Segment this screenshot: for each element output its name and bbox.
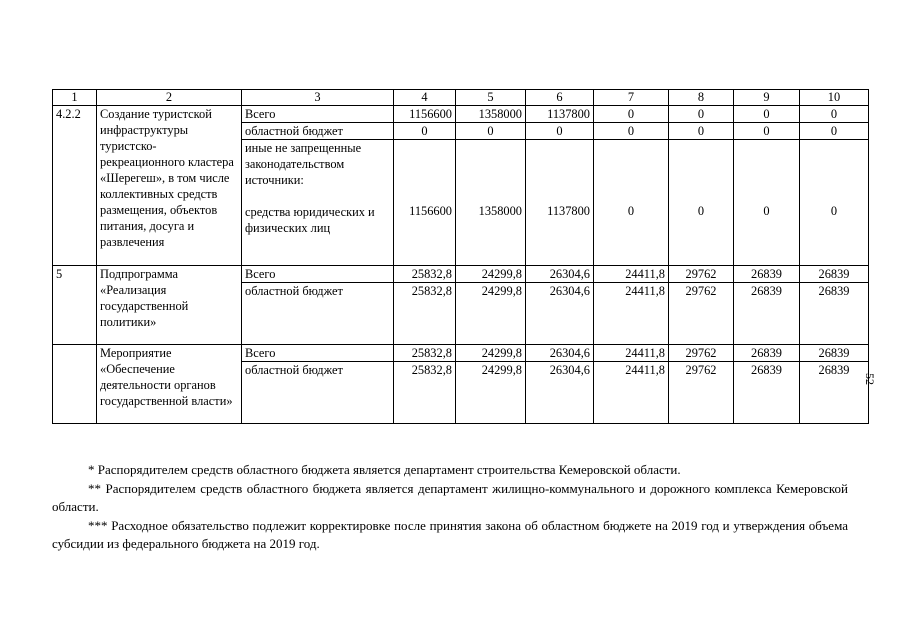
value-cell: 1137800 bbox=[526, 106, 594, 123]
table-header-row bbox=[53, 90, 869, 106]
header-cell: 5 bbox=[456, 90, 526, 106]
value-cell: 1358000 bbox=[456, 106, 526, 123]
header-cell: 9 bbox=[734, 90, 800, 106]
row-name: Создание туристской инфраструктуры туристско-рекреационного кластера «Шерегеш», в том числе коллективных средств размещения, объектов питания, досуга и развлечения bbox=[97, 106, 242, 266]
value-cell: 0 bbox=[669, 123, 734, 140]
budget-table bbox=[52, 89, 869, 424]
value-cell: 26839 bbox=[734, 283, 800, 345]
header-cell: 2 bbox=[97, 90, 242, 106]
value-cell: 1156600 bbox=[394, 140, 456, 266]
value-cell: 0 bbox=[394, 123, 456, 140]
value-cell: 0 bbox=[669, 106, 734, 123]
footnote: * Распорядителем средств областного бюджета является департамент строительства Кемеровской области. bbox=[88, 462, 681, 477]
value-cell: 26839 bbox=[734, 345, 800, 362]
value-cell: 29762 bbox=[669, 283, 734, 345]
value-cell: 24299,8 bbox=[456, 362, 526, 424]
value-cell: 0 bbox=[526, 123, 594, 140]
row-name: Подпрограмма «Реализация государственной политики» bbox=[97, 266, 242, 345]
row-code bbox=[53, 345, 97, 424]
value-cell: 26839 bbox=[734, 362, 800, 424]
header-cell: 7 bbox=[594, 90, 669, 106]
value-cell: 0 bbox=[594, 140, 669, 266]
value-cell: 26839 bbox=[800, 345, 869, 362]
value-cell: 0 bbox=[669, 140, 734, 266]
header-cell: 10 bbox=[800, 90, 869, 106]
value-cell: 26304,6 bbox=[526, 345, 594, 362]
footnote: *** Расходное обязательство подлежит корректировке после принятия закона об областном бюджете на 2019 год и утверждения объема субсидии из федерального бюджета на 2019 год. bbox=[52, 517, 848, 551]
value-cell: 26304,6 bbox=[526, 362, 594, 424]
value-cell: 24299,8 bbox=[456, 345, 526, 362]
funding-label: Всего bbox=[242, 345, 394, 362]
value-cell: 0 bbox=[800, 123, 869, 140]
header-cell: 3 bbox=[242, 90, 394, 106]
funding-label: Всего bbox=[242, 106, 394, 123]
value-cell: 24299,8 bbox=[456, 283, 526, 345]
header-cell: 4 bbox=[394, 90, 456, 106]
row-code: 4.2.2 bbox=[53, 106, 97, 266]
funding-label: Всего bbox=[242, 266, 394, 283]
funding-label: областной бюджет bbox=[242, 123, 394, 140]
value-cell: 0 bbox=[800, 140, 869, 266]
value-cell: 26839 bbox=[800, 362, 869, 424]
table-row bbox=[53, 345, 869, 362]
row-code: 5 bbox=[53, 266, 97, 345]
header-cell: 1 bbox=[53, 90, 97, 106]
footnote: ** Распорядителем средств областного бюджета является департамент жилищно-коммунального и дорожного комплекса Кемеровской области. bbox=[52, 480, 848, 514]
header-cell: 6 bbox=[526, 90, 594, 106]
value-cell: 26839 bbox=[734, 266, 800, 283]
value-cell: 24299,8 bbox=[456, 266, 526, 283]
header-cell: 8 bbox=[669, 90, 734, 106]
value-cell: 25832,8 bbox=[394, 266, 456, 283]
value-cell: 29762 bbox=[669, 362, 734, 424]
funding-label-main: иные не запрещенные законодательством источники: bbox=[245, 141, 362, 187]
value-cell: 0 bbox=[800, 106, 869, 123]
value-cell: 29762 bbox=[669, 345, 734, 362]
row-name: Мероприятие «Обеспечение деятельности органов государственной власти» bbox=[97, 345, 242, 424]
funding-label: областной бюджет bbox=[242, 362, 394, 424]
footnotes bbox=[52, 461, 848, 554]
value-cell: 0 bbox=[594, 106, 669, 123]
funding-label bbox=[242, 140, 394, 266]
value-cell: 26839 bbox=[800, 266, 869, 283]
value-cell: 26304,6 bbox=[526, 283, 594, 345]
funding-label-sub: средства юридических и физических лиц bbox=[245, 205, 375, 235]
value-cell: 29762 bbox=[669, 266, 734, 283]
value-cell: 0 bbox=[734, 123, 800, 140]
value-cell: 24411,8 bbox=[594, 283, 669, 345]
table-row bbox=[53, 266, 869, 283]
value-cell: 1156600 bbox=[394, 106, 456, 123]
value-cell: 0 bbox=[456, 123, 526, 140]
value-cell: 25832,8 bbox=[394, 283, 456, 345]
value-cell: 0 bbox=[594, 123, 669, 140]
value-cell: 24411,8 bbox=[594, 266, 669, 283]
funding-label: областной бюджет bbox=[242, 283, 394, 345]
value-cell: 26304,6 bbox=[526, 266, 594, 283]
value-cell: 0 bbox=[734, 106, 800, 123]
page-number: 52 bbox=[863, 373, 877, 385]
value-cell: 1358000 bbox=[456, 140, 526, 266]
value-cell: 25832,8 bbox=[394, 345, 456, 362]
value-cell: 0 bbox=[734, 140, 800, 266]
table-row bbox=[53, 106, 869, 123]
value-cell: 24411,8 bbox=[594, 345, 669, 362]
value-cell: 1137800 bbox=[526, 140, 594, 266]
value-cell: 24411,8 bbox=[594, 362, 669, 424]
value-cell: 25832,8 bbox=[394, 362, 456, 424]
value-cell: 26839 bbox=[800, 283, 869, 345]
